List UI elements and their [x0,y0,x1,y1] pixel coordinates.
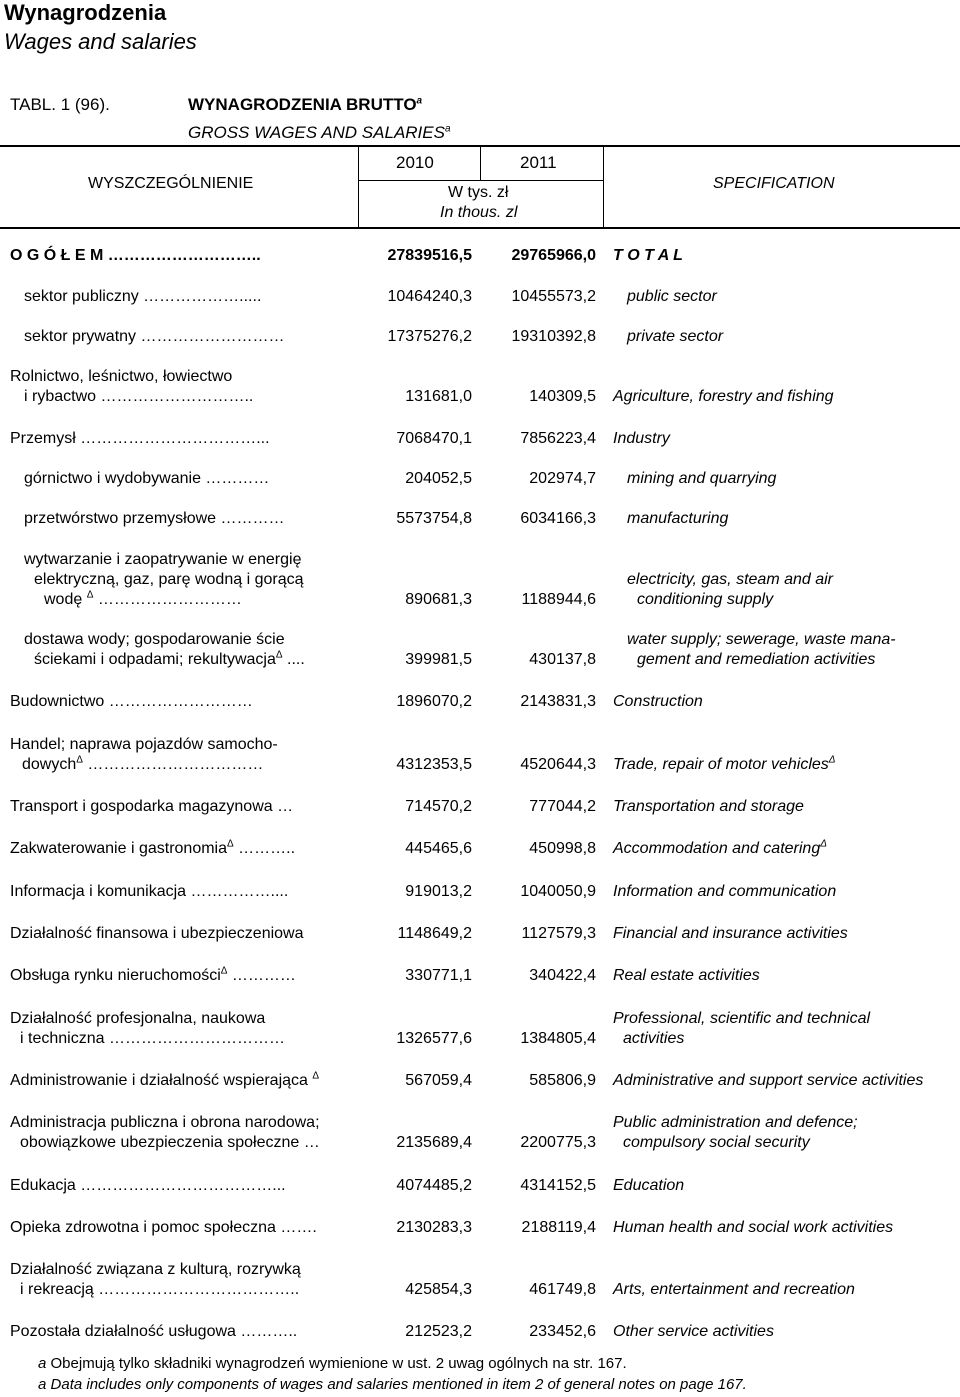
row-label: Pozostała działalność usługowa ……….. [10,1323,298,1340]
row-value-2011: 585806,9 [529,1072,596,1089]
row-value-2011: 1040050,9 [520,883,596,900]
header-divider-years [480,145,481,180]
row-label-en-cont: gement and remediation activities [637,651,876,668]
row-label-en-cont: conditioning supply [637,591,774,608]
header-left: WYSZCZEGÓLNIENIE [88,175,254,192]
row-value-2010: 1896070,2 [396,693,472,710]
row-value-2011: 1127579,3 [521,925,596,942]
row-label: Przemysł ……………………………... [10,430,270,447]
row-label-en: Human health and social work activities [613,1219,894,1236]
row-value-2010: 1148649,2 [397,925,472,942]
row-value-2010: 2130283,3 [396,1219,472,1236]
row-value-2010: 445465,6 [405,840,472,857]
delta-icon: Δ [828,754,836,766]
row-value-2011: 1384805,4 [520,1030,596,1047]
footnote-pl: a Obejmują tylko składniki wynagrodzeń wymienione w ust. 2 uwag ogólnych na str. 167. [38,1355,627,1372]
header-year-2010: 2010 [396,153,434,172]
row-label-en: Industry [613,430,670,447]
row-label: Transport i gospodarka magazynowa … [10,798,294,815]
row-label: dostawa wody; gospodarowanie ście [24,631,285,648]
row-label-cont: i rekreacją ……………………………….. [20,1281,300,1298]
delta-icon: Δ [275,649,283,661]
table-title-pl: WYNAGRODZENIA BRUTTO$^a$ [188,95,423,114]
table-label: TABL. 1 (96). [10,95,110,114]
page-title-pl: Wynagrodzenia [4,0,167,25]
row-value-2010: 4312353,5 [396,756,472,773]
row-label: sektor publiczny ………………..... [24,288,262,305]
row-label-en: public sector [627,288,717,305]
row-label: Handel; naprawa pojazdów samocho- [10,736,278,753]
row-label-en: private sector [627,328,724,345]
row-label-en: Public administration and defence; [613,1114,858,1131]
header-bottom-rule [0,227,960,229]
row-label-cont: elektryczną, gaz, parę wodną i gorącą [34,571,304,588]
row-value-2010: 204052,5 [405,470,472,487]
table-title-en: GROSS WAGES AND SALARIES$^a$ [188,123,451,142]
row-value-2011: 140309,5 [529,388,596,405]
row-value-2011: 777044,2 [529,798,596,815]
row-value-2011: 461749,8 [529,1281,596,1298]
row-label-en: Construction [613,693,703,710]
row-label: górnictwo i wydobywanie ………… [24,470,270,487]
row-label: Działalność finansowa i ubezpieczeniowa [10,925,304,942]
row-value-2010: 27839516,5 [387,247,472,264]
row-value-2010: 5573754,8 [396,510,472,527]
row-value-2010: 131681,0 [405,388,472,405]
header-unit-en: In thous. zl [440,204,518,221]
row-label: Informacja i komunikacja …………….... [10,883,289,900]
row-label-cont: i rybactwo ……………………….. [24,388,254,405]
row-value-2010: 890681,3 [405,591,472,608]
delta-icon: Δ [820,838,827,850]
row-value-2011: 2188119,4 [521,1219,596,1236]
header-right: SPECIFICATION [713,175,835,192]
row-label: Obsługa rynku nieruchomości$^\Delta$ ………… [10,965,296,984]
row-label: O G Ó Ł E M ……………………….. [10,247,261,264]
row-label-en: Administrative and support service activities [613,1072,924,1089]
header-year-rule [358,180,604,181]
row-value-2011: 340422,4 [529,967,596,984]
row-label-en: Professional, scientific and technical [613,1010,871,1027]
row-value-2010: 567059,4 [405,1072,472,1089]
row-value-2010: 1326577,6 [396,1030,472,1047]
row-label-en: Financial and insurance activities [613,925,848,942]
row-label-en: Education [613,1177,685,1194]
row-label-en: Agriculture, forestry and fishing [613,388,834,405]
row-value-2010: 4074485,2 [396,1177,472,1194]
row-label: Budownictwo ……………………… [10,693,253,710]
row-label: wytwarzanie i zaopatrywanie w energię [24,551,302,568]
delta-icon: Δ [76,754,83,766]
row-value-2010: 2135689,4 [396,1134,472,1151]
row-label: Działalność związana z kulturą, rozrywką [10,1261,301,1278]
row-value-2010: 399981,5 [405,651,472,668]
row-value-2011: 4314152,5 [520,1177,596,1194]
header-divider-left [358,145,359,227]
row-value-2011: 202974,7 [529,470,596,487]
row-label-en: manufacturing [627,510,729,527]
row-value-2011: 233452,6 [529,1323,596,1340]
delta-icon: Δ [227,838,234,850]
row-label-cont: obowiązkowe ubezpieczenia społeczne … [20,1134,320,1151]
row-value-2011: 10455573,2 [511,288,596,305]
row-label: Edukacja ………………………………... [10,1177,286,1194]
row-value-2011: 4520644,3 [520,756,596,773]
row-label-en: water supply; sewerage, waste mana- [627,631,896,648]
row-label-en: Arts, entertainment and recreation [613,1281,855,1298]
row-label: Działalność profesjonalna, naukowa [10,1010,266,1027]
row-label-en: Accommodation and catering$^\Delta$ [613,838,827,857]
header-unit-pl: W tys. zł [448,184,509,201]
delta-icon: Δ [220,965,228,977]
row-value-2010: 330771,1 [405,967,472,984]
row-value-2011: 7856223,4 [520,430,596,447]
row-label: Rolnictwo, leśnictwo, łowiectwo [10,368,233,385]
row-label: sektor prywatny ……………………… [24,328,285,345]
row-label-cont: dowych$^\Delta$ …………………………… [22,754,264,773]
row-label-en: T O T A L [613,247,683,264]
row-label-en: Trade, repair of motor vehicles$^\Delta$ [613,754,836,773]
row-value-2010: 425854,3 [405,1281,472,1298]
row-label-en: Other service activities [613,1323,774,1340]
header-year-2011: 2011 [520,153,557,172]
row-label-cont: i techniczna …………………………… [20,1030,285,1047]
row-value-2011: 430137,8 [529,651,596,668]
row-label-en: Transportation and storage [613,798,804,815]
delta-icon: Δ [312,1070,320,1082]
row-label: przetwórstwo przemysłowe ………… [24,510,285,527]
row-label-en: Information and communication [613,883,837,900]
row-value-2011: 1188944,6 [521,591,596,608]
row-label-en-cont: compulsory social security [623,1134,810,1151]
row-label: Opieka zdrowotna i pomoc społeczna ……. [10,1219,317,1236]
row-label-cont: ściekami i odpadami; rekultywacja$^\Delta$ .... [34,649,305,668]
row-value-2010: 212523,2 [405,1323,472,1340]
row-value-2010: 714570,2 [405,798,472,815]
row-value-2011: 2200775,3 [520,1134,596,1151]
row-label: Administrowanie i działalność wspierająca $^\Delta$ [10,1070,320,1089]
row-label-en: Real estate activities [613,967,760,984]
row-value-2011: 19310392,8 [511,328,596,345]
delta-icon: Δ [86,589,94,601]
row-label: Zakwaterowanie i gastronomia$^\Delta$ ……….. [10,838,296,857]
row-value-2010: 17375276,2 [387,328,472,345]
row-value-2010: 919013,2 [405,883,472,900]
header-divider-right [603,145,604,227]
row-label-en: electricity, gas, steam and air [627,571,834,588]
row-value-2011: 6034166,3 [520,510,596,527]
page-title-en: Wages and salaries [4,29,197,54]
row-label: Administracja publiczna i obrona narodowa; [10,1114,320,1131]
row-label-en-cont: activities [623,1030,685,1047]
footnote-en: a Data includes only components of wages and salaries mentioned in item 2 of general notes on page 167. [38,1376,747,1393]
row-value-2011: 450998,8 [529,840,596,857]
row-value-2010: 10464240,3 [387,288,472,305]
row-label-cont: wodę $^\Delta$ ……………………… [44,589,242,608]
row-value-2010: 7068470,1 [396,430,472,447]
row-label-en: mining and quarrying [627,470,777,487]
row-value-2011: 2143831,3 [520,693,596,710]
row-value-2011: 29765966,0 [511,247,596,264]
